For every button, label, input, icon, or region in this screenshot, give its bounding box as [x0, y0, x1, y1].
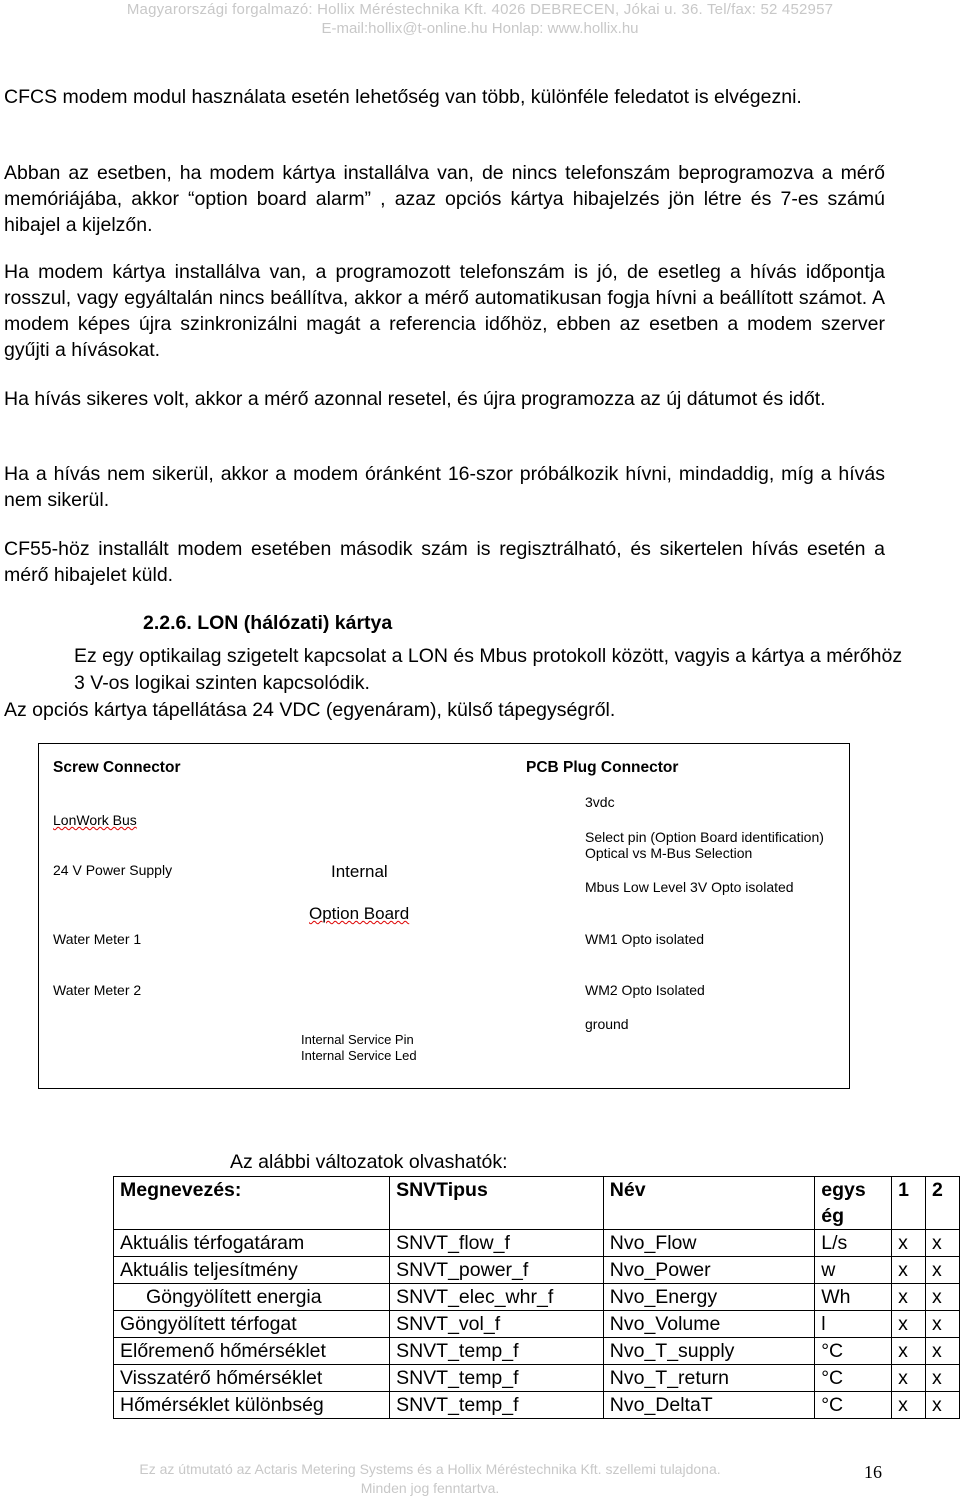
right-item-mbus-low: Mbus Low Level 3V Opto isolated: [585, 879, 794, 895]
paragraph-4: Ha hívás sikeres volt, akkor a mérő azonnal resetel, és újra programozza az új dátumot és időt.: [4, 388, 826, 410]
cell-snvt: SNVT_flow_f: [390, 1230, 604, 1257]
lon-line-1: Ez egy optikailag szigetelt kapcsolat a LON és Mbus protokoll között, vagyis a kártya a mérőhöz 3 V-os logikai szinten kapcsolódik.: [74, 645, 903, 694]
page-header: [0, 0, 960, 40]
cell-unit: l: [815, 1311, 892, 1338]
cell-snvt: SNVT_temp_f: [390, 1392, 604, 1419]
cell-snvt: SNVT_temp_f: [390, 1338, 604, 1365]
table-caption: Az alábbi változatok olvashatók:: [230, 1151, 508, 1173]
header-name: Megnevezés:: [114, 1177, 390, 1230]
cell-2: x: [926, 1257, 960, 1284]
center-title-option-board: Option Board: [309, 904, 410, 923]
cell-unit: °C: [815, 1392, 892, 1419]
lon-description: [4, 643, 904, 724]
left-item-power: 24 V Power Supply: [53, 862, 173, 878]
cell-nev: Nvo_Volume: [603, 1311, 814, 1338]
cell-unit: °C: [815, 1338, 892, 1365]
cell-name: Előremenő hőmérséklet: [114, 1338, 390, 1365]
connector-diagram: [38, 743, 850, 1089]
service-pin-label: Internal Service Pin: [301, 1032, 414, 1047]
right-item-3vdc: 3vdc: [585, 794, 615, 810]
pcb-plug-title: PCB Plug Connector: [526, 759, 679, 776]
left-item-wm1: Water Meter 1: [53, 931, 142, 947]
service-led-label: Internal Service Led: [301, 1048, 417, 1063]
right-item-ground: ground: [585, 1016, 629, 1032]
cell-name: Hőmérséklet különbség: [114, 1392, 390, 1419]
right-item-select-pin: Select pin (Option Board identification): [585, 829, 824, 845]
paragraph-5: Ha a hívás nem sikerül, akkor a modem óránként 16-szor próbálkozik hívni, mindaddig, míg a hívás nem sikerül.: [4, 463, 885, 511]
cell-unit: °C: [815, 1365, 892, 1392]
header-nev: Név: [603, 1177, 814, 1230]
paragraph-1: CFCS modem modul használata esetén lehetőség van több, különféle feledatot is elvégezni.: [4, 86, 802, 108]
cell-1: x: [892, 1284, 926, 1311]
footer-line-1: Ez az útmutató az Actaris Metering Systems és a Hollix Méréstechnika Kft. szellemi tulajdona.: [139, 1461, 721, 1477]
right-item-wm1-opto: WM1 Opto isolated: [585, 931, 705, 947]
table-row: [114, 1311, 960, 1338]
cell-1: x: [892, 1311, 926, 1338]
header-line-1: Magyarországi forgalmazó: Hollix Méréstechnika Kft. 4026 DEBRECEN, Jókai u. 36. Tel/fax: 52 452957: [126, 1, 834, 18]
paragraph-6: CF55-höz installált modem esetében második szám is regisztrálható, és sikertelen hívás esetén a mérő hibajelet küld.: [4, 538, 885, 586]
header-snvt: SNVTipus: [390, 1177, 604, 1230]
page-number: 16: [864, 1462, 882, 1482]
variables-table: [113, 1176, 960, 1419]
paragraph-3: Ha modem kártya installálva van, a programozott telefonszám is jó, de esetleg a hívás időpontja rosszul, vagy egyáltalán nincs beállítva, akkor a mérő automatikusan fogja hívni a beállított számot. A modem képes újra szinkronizálni magát a referencia időhöz, ebben az esetben a modem szerver gyűjti a hívásokat.: [4, 261, 885, 361]
left-item-wm2: Water Meter 2: [53, 982, 142, 998]
right-item-optical-mbus: Optical vs M-Bus Selection: [585, 845, 753, 861]
cell-snvt: SNVT_vol_f: [390, 1311, 604, 1338]
screw-connector-title: Screw Connector: [53, 759, 181, 776]
table-row: [114, 1257, 960, 1284]
paragraph-2: Abban az esetben, ha modem kártya installálva van, de nincs telefonszám beprogramozva a mérő memóriájába, akkor “option board alarm” , azaz opciós kártya hibajelzés jön létre és 7-es számú hibajel a kijelzőn.: [4, 162, 885, 236]
cell-snvt: SNVT_power_f: [390, 1257, 604, 1284]
lon-line-2: Az opciós kártya tápellátása 24 VDC (egyenáram), külső tápegységről.: [4, 699, 616, 721]
center-title-internal: Internal: [331, 862, 388, 881]
cell-2: x: [926, 1392, 960, 1419]
footer-line-2: Minden jog fenntartva.: [360, 1480, 500, 1496]
cell-name: Göngyölített energia: [114, 1284, 390, 1311]
table-row: [114, 1392, 960, 1419]
cell-name: Aktuális térfogatáram: [114, 1230, 390, 1257]
page-footer: [0, 1460, 860, 1498]
left-item-lonwork: LonWork Bus: [53, 812, 137, 828]
cell-1: x: [892, 1365, 926, 1392]
table-row: [114, 1338, 960, 1365]
cell-2: x: [926, 1230, 960, 1257]
cell-name: Visszatérő hőmérséklet: [114, 1365, 390, 1392]
header-line-2: E-mail:hollix@t-online.hu Honlap: www.hollix.hu: [321, 20, 639, 37]
right-item-wm2-opto: WM2 Opto Isolated: [585, 982, 705, 998]
table-row: [114, 1284, 960, 1311]
cell-2: x: [926, 1284, 960, 1311]
cell-unit: L/s: [815, 1230, 892, 1257]
table-header-row: [114, 1177, 960, 1230]
cell-2: x: [926, 1365, 960, 1392]
header-2: 2: [926, 1177, 960, 1230]
cell-unit: Wh: [815, 1284, 892, 1311]
cell-1: x: [892, 1392, 926, 1419]
cell-nev: Nvo_DeltaT: [603, 1392, 814, 1419]
cell-snvt: SNVT_temp_f: [390, 1365, 604, 1392]
cell-nev: Nvo_Power: [603, 1257, 814, 1284]
table-row: [114, 1230, 960, 1257]
cell-1: x: [892, 1230, 926, 1257]
header-unit: egys ég: [815, 1177, 892, 1230]
cell-name: Göngyölített térfogat: [114, 1311, 390, 1338]
cell-name: Aktuális teljesítmény: [114, 1257, 390, 1284]
cell-nev: Nvo_T_supply: [603, 1338, 814, 1365]
cell-nev: Nvo_Flow: [603, 1230, 814, 1257]
header-1: 1: [892, 1177, 926, 1230]
cell-snvt: SNVT_elec_whr_f: [390, 1284, 604, 1311]
section-heading: 2.2.6. LON (hálózati) kártya: [143, 612, 393, 634]
cell-1: x: [892, 1338, 926, 1365]
cell-2: x: [926, 1311, 960, 1338]
cell-2: x: [926, 1338, 960, 1365]
table-row: [114, 1365, 960, 1392]
cell-1: x: [892, 1257, 926, 1284]
cell-nev: Nvo_Energy: [603, 1284, 814, 1311]
cell-unit: w: [815, 1257, 892, 1284]
cell-nev: Nvo_T_return: [603, 1365, 814, 1392]
